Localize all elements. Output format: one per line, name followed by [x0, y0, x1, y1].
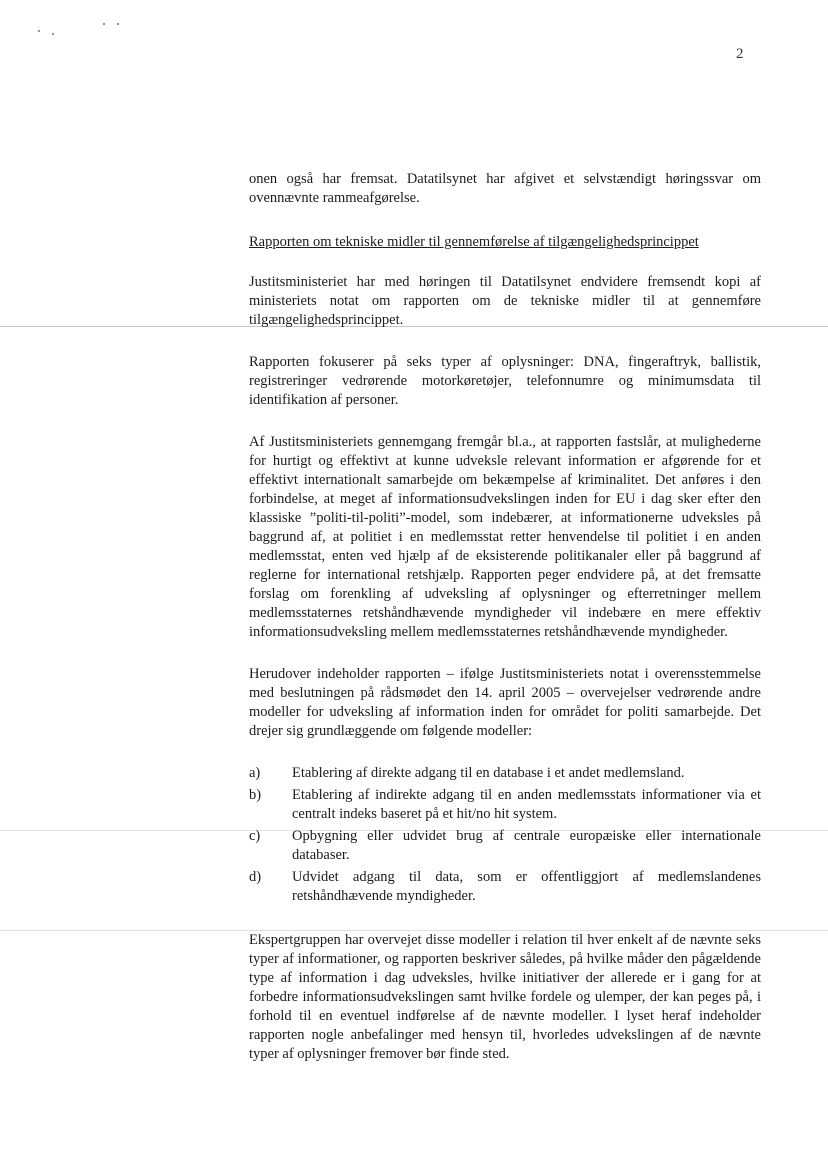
section-heading: Rapporten om tekniske midler til gennemførelse af tilgængelighedsprincippet	[249, 234, 699, 250]
scan-speck	[103, 23, 105, 25]
paragraph-focus: Rapporten fokuserer på seks typer af oplysninger: DNA, fingeraftryk, ballistik, registreringer vedrørende motorkøretøjer, telefonnumre og minimumsdata til identifikation af personer.	[249, 354, 761, 408]
list-item	[249, 827, 761, 865]
scan-speck	[52, 33, 54, 35]
scan-speck	[38, 30, 40, 32]
scan-speck	[117, 23, 119, 25]
list-item-text: Etablering af direkte adgang til en database i et andet medlemsland.	[292, 765, 685, 781]
document-body	[249, 170, 761, 1087]
paragraph-expert-group: Ekspertgruppen har overvejet disse modeller i relation til hver enkelt af de nævnte seks typer af informationer, og rapporten beskriver således, på hvilke måder den pågældende type af information i dag udveksles, hvilke initiativer der allerede er i gang for at forbedre informationsudvekslingen samt hvilke fordele og ulemper, der kan peges på, i forhold til en eventuel indførelse af de nævnte modeller. I lyset heraf indeholder rapporten nogle anbefalinger med hensyn til, hvorledes udvekslingen af de nævnte typer af oplysninger fremover bør finde sted.	[249, 932, 761, 1062]
list-item-text: Etablering af indirekte adgang til en anden medlemsstats informationer via et centralt indeks baseret på et hit/no hit system.	[292, 787, 761, 822]
list-item	[249, 868, 761, 906]
list-item-text: Udvidet adgang til data, som er offentliggjort af medlemslandenes retshåndhævende myndigheder.	[292, 869, 761, 904]
list-marker: c)	[249, 828, 261, 844]
list-marker: a)	[249, 765, 261, 781]
paragraph-review: Af Justitsministeriets gennemgang fremgår bl.a., at rapporten fastslår, at mulighederne for hurtigt og effektivt at kunne udveksle relevant information er afgørende for et effektivt internationalt samarbejde om bekæmpelse af kriminalitet. Det anføres i den forbindelse, at meget af informationsudvekslingen inden for EU i dag sker efter den klassiske ”politi-til-politi”-model, som indebærer, at informationerne udveksles på baggrund af, at politiet i en medlemsstat retter henvendelse til politiet i en anden medlemsstat, enten ved hjælp af de eksisterende politikanaler eller på baggrund af reglerne for international retshjælp. Rapporten peger endvidere på, at det fremsatte forslag om forenkling af udveksling af oplysninger og efterretninger mellem medlemsstaternes retshåndhævende myndigheder vil indebære en mere effektiv informationsudveksling mellem medlemsstaternes retshåndhævende myndigheder.	[249, 434, 761, 640]
list-marker: d)	[249, 869, 262, 885]
list-item-text: Opbygning eller udvidet brug af centrale europæiske eller internationale databaser.	[292, 828, 761, 863]
list-item	[249, 764, 761, 783]
paragraph-intro: onen også har fremsat. Datatilsynet har afgivet et selvstændigt høringssvar om ovennævnte rammeafgørelse.	[249, 171, 761, 206]
list-marker: b)	[249, 787, 262, 803]
page-number: 2	[736, 46, 744, 62]
models-list	[249, 764, 761, 906]
paragraph-models-intro: Herudover indeholder rapporten – ifølge Justitsministeriets notat i overensstemmelse med beslutningen på rådsmødet den 14. april 2005 – overvejelser vedrørende andre modeller for udveksling af information inden for området for politi samarbejde. Det drejer sig grundlæggende om følgende modeller:	[249, 666, 761, 739]
list-item	[249, 786, 761, 824]
paragraph-hearing: Justitsministeriet har med høringen til Datatilsynet endvidere fremsendt kopi af ministeriets notat om rapporten om de tekniske midler til at gennemføre tilgængelighedsprincippet.	[249, 274, 761, 328]
